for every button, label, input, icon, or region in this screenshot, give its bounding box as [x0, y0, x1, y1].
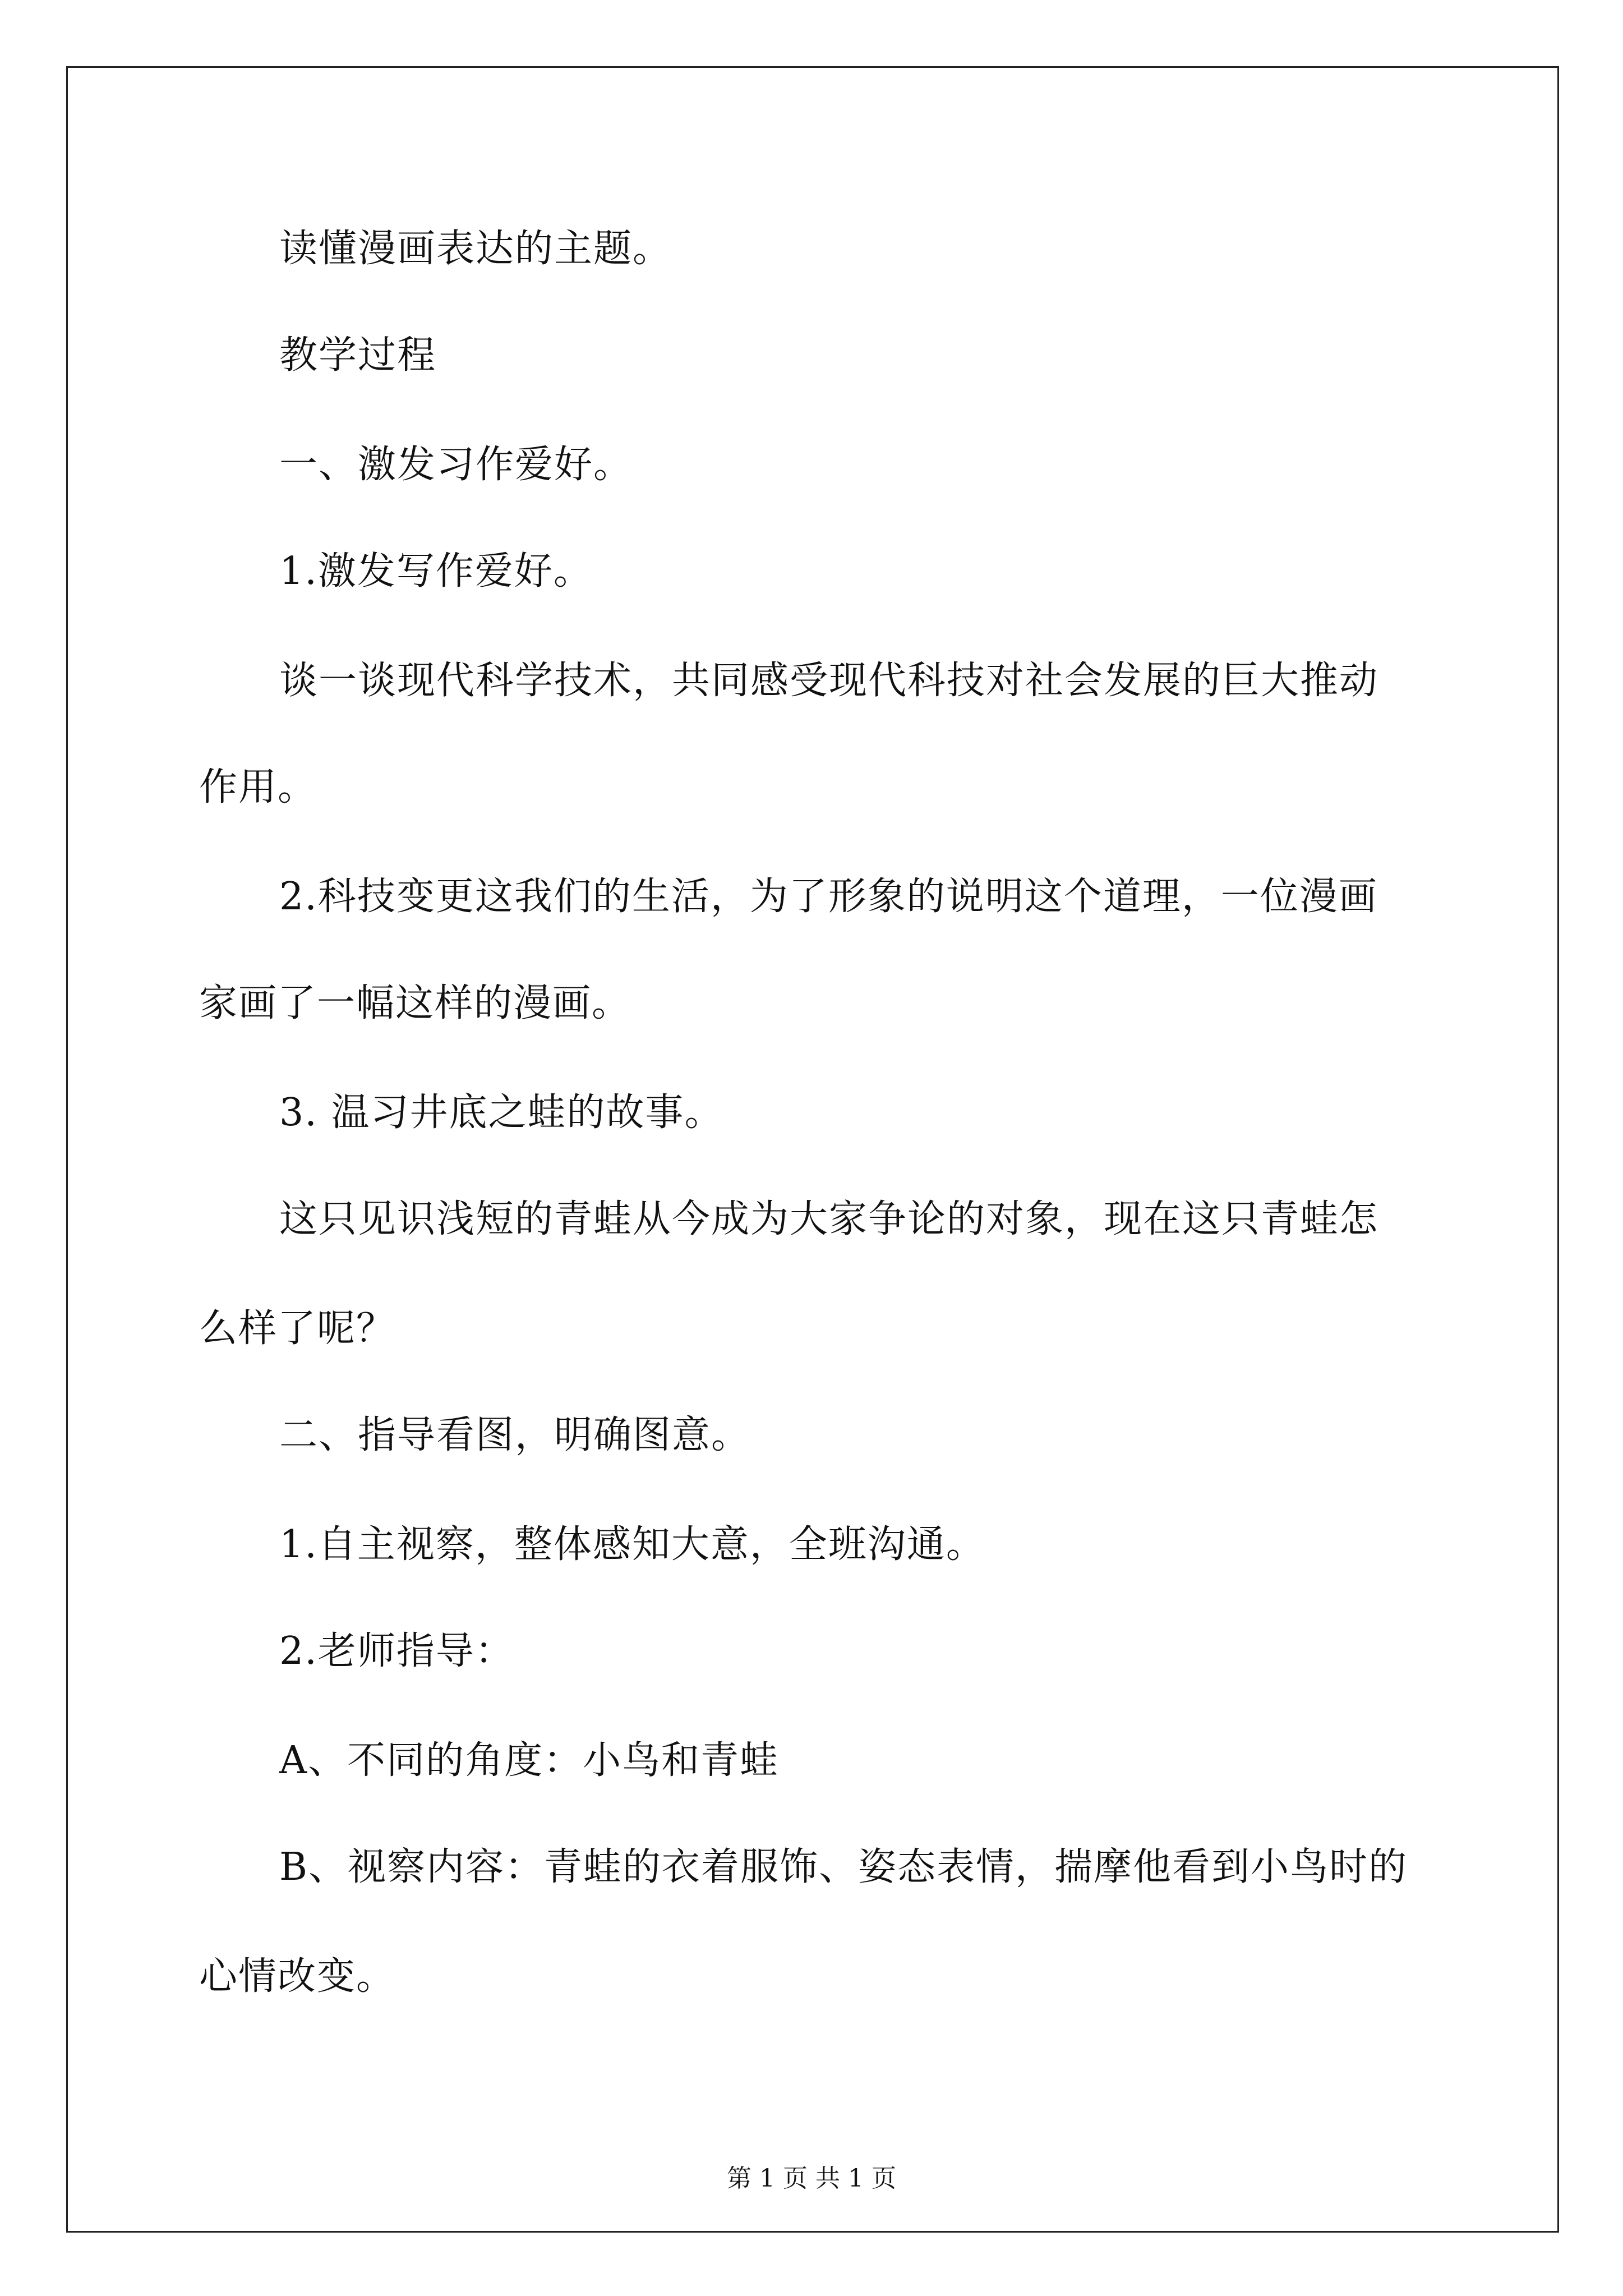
section-heading: 一、激发习作爱好。	[279, 443, 633, 487]
paragraph-line: B、视察内容：青蛙的衣着服饰、姿态表情，揣摩他看到小鸟时的	[279, 1845, 1408, 1889]
paragraph-line: 2.老师指导：	[279, 1629, 514, 1673]
paragraph-line: 作用。	[199, 765, 317, 809]
section-heading: 二、指导看图，明确图意。	[279, 1413, 751, 1457]
paragraph-line: 谈一谈现代科学技术，共同感受现代科技对社会发展的巨大推动	[279, 659, 1379, 703]
paragraph-line: 这只见识浅短的青蛙从今成为大家争论的对象，现在这只青蛙怎	[279, 1197, 1379, 1241]
paragraph-line: 3. 温习井底之蛙的故事。	[279, 1091, 724, 1135]
paragraph-line: 家画了一幅这样的漫画。	[199, 981, 631, 1025]
paragraph-line: A、不同的角度：小鸟和青蛙	[279, 1738, 780, 1783]
section-heading: 教学过程	[279, 333, 437, 378]
paragraph-line: 读懂漫画表达的主题。	[279, 227, 672, 271]
paragraph-line: 么样了呢？	[199, 1306, 396, 1351]
paragraph-line: 心情改变。	[199, 1954, 396, 1999]
page-number-footer: 第 1 页 共 1 页	[727, 2164, 896, 2193]
paragraph-line: 1.激发写作爱好。	[279, 549, 593, 593]
page-border	[66, 66, 1559, 2233]
paragraph-line: 1.自主视察，整体感知大意，全班沟通。	[279, 1522, 985, 1567]
paragraph-line: 2.科技变更这我们的生活，为了形象的说明这个道理，一位漫画	[279, 875, 1378, 919]
